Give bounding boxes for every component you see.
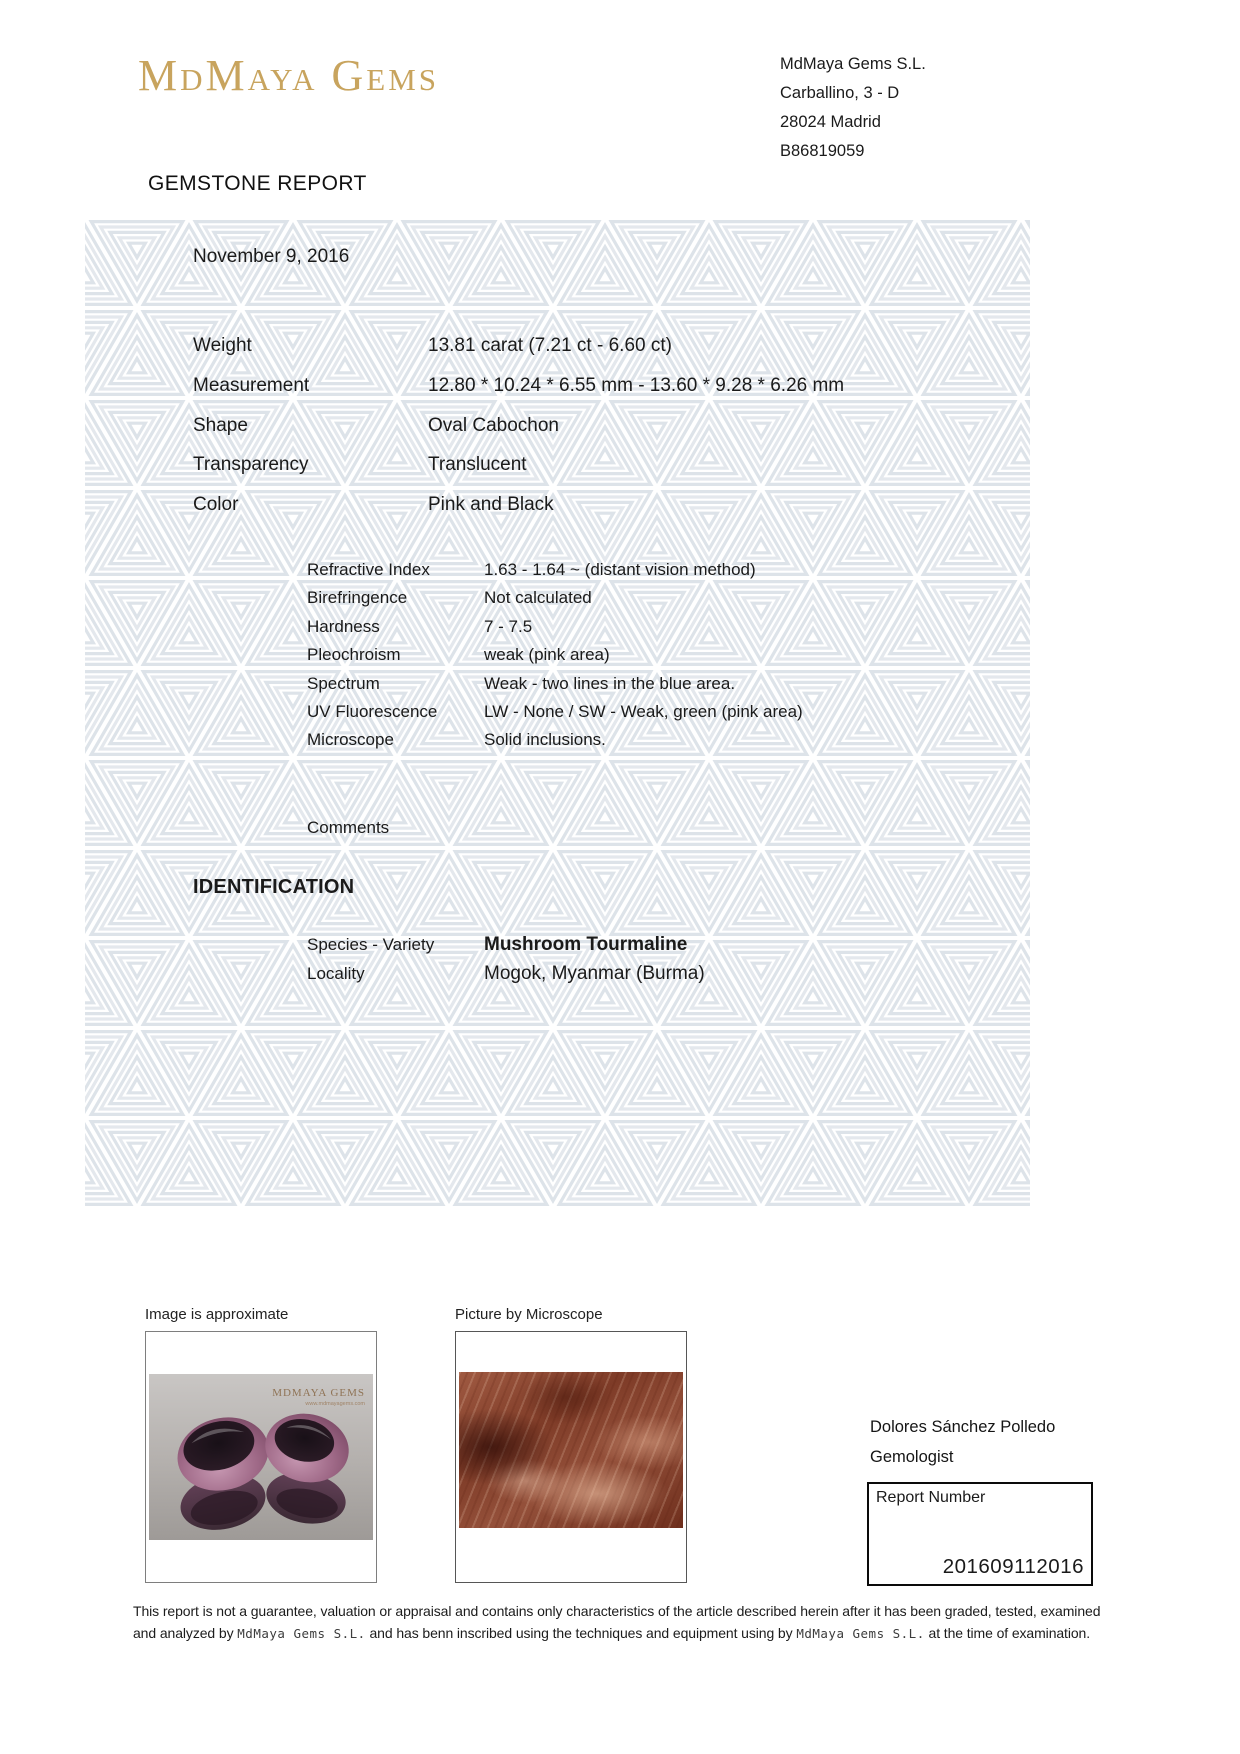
property-value: 12.80 * 10.24 * 6.55 mm - 13.60 * 9.28 * 6.26 mm	[428, 374, 845, 396]
detail-label: UV Fluorescence	[307, 701, 438, 721]
disclaimer-part: This report is not a guarantee, valuation or appraisal and contains only characteristics of the article described herein after it has been graded, tested, examined and analyzed by	[133, 1603, 1101, 1641]
gem-photo	[149, 1374, 373, 1540]
identification-table	[307, 930, 1007, 988]
disclaimer-part: and has benn inscribed using the techniques and equipment using by	[365, 1624, 797, 1641]
gem-photo-caption: Image is approximate	[145, 1306, 289, 1323]
identification-label: Species - Variety	[307, 935, 435, 954]
photo-watermark-url: www.mdmayagems.com	[305, 1401, 365, 1407]
gemologist-role: Gemologist	[870, 1448, 954, 1466]
property-value: Translucent	[428, 454, 527, 476]
detail-value: 7 - 7.5	[484, 616, 533, 636]
brand-logo: MdMaya Gems	[138, 51, 440, 100]
table-row	[307, 556, 1007, 584]
disclaimer-text	[133, 1601, 1121, 1644]
photo-watermark-title: MDMAYA GEMS	[272, 1387, 365, 1399]
species-variety-value: Mushroom Tourmaline	[484, 934, 688, 955]
detail-label: Birefringence	[307, 588, 408, 608]
property-label: Weight	[193, 335, 252, 356]
detail-value: Solid inclusions.	[484, 730, 606, 750]
disclaimer-company-mono: MdMaya Gems S.L.	[237, 1625, 366, 1641]
identification-heading: IDENTIFICATION	[193, 876, 355, 898]
disclaimer-company-mono: MdMaya Gems S.L.	[796, 1625, 925, 1641]
table-row	[307, 959, 1007, 988]
table-row	[307, 698, 1007, 726]
property-label: Measurement	[193, 374, 310, 396]
report-date: November 9, 2016	[193, 246, 350, 267]
table-row	[307, 613, 1007, 641]
disclaimer-part: at the time of examination.	[924, 1624, 1091, 1641]
gemologist-name: Dolores Sánchez Polledo	[870, 1418, 1056, 1436]
property-value: Oval Cabochon	[428, 414, 559, 436]
microscope-photo	[459, 1372, 683, 1528]
report-body-panel	[85, 218, 1030, 1206]
table-row	[193, 406, 1013, 446]
report-number-value: 201609112016	[942, 1555, 1084, 1578]
table-row	[307, 584, 1007, 612]
detail-value: Not calculated	[484, 588, 592, 608]
company-name: MdMaya Gems S.L.	[780, 55, 926, 73]
locality-value: Mogok, Myanmar (Burma)	[484, 963, 705, 984]
comments-label: Comments	[307, 818, 390, 837]
table-row	[307, 670, 1007, 698]
report-number-label: Report Number	[876, 1489, 986, 1506]
property-value: 13.81 carat (7.21 ct - 6.60 ct)	[428, 335, 672, 356]
company-address-block	[780, 50, 926, 166]
detail-label: Spectrum	[307, 673, 380, 693]
identification-label: Locality	[307, 964, 365, 983]
detail-label: Microscope	[307, 730, 394, 750]
property-label: Shape	[193, 414, 248, 436]
detail-value: 1.63 - 1.64 ~ (distant vision method)	[484, 560, 756, 579]
table-row	[193, 366, 1013, 406]
table-row	[193, 485, 1013, 525]
detail-value: LW - None / SW - Weak, green (pink area)	[484, 701, 803, 721]
detail-label: Hardness	[307, 616, 380, 636]
detail-value: weak (pink area)	[484, 645, 610, 665]
page-title: GEMSTONE REPORT	[148, 172, 367, 195]
table-row	[307, 726, 1007, 754]
table-row	[307, 930, 1007, 959]
company-street: Carballino, 3 - D	[780, 84, 900, 102]
property-value: Pink and Black	[428, 494, 554, 516]
gem-photo-frame	[145, 1331, 377, 1583]
table-row	[193, 326, 1013, 366]
report-number-box	[867, 1482, 1093, 1586]
main-properties-table	[193, 326, 1013, 525]
signature-block	[870, 1412, 1055, 1472]
property-label: Transparency	[193, 454, 309, 476]
company-city: 28024 Madrid	[780, 113, 881, 131]
detail-label: Pleochroism	[307, 645, 401, 665]
table-row	[307, 641, 1007, 669]
microscope-photo-frame	[455, 1331, 687, 1583]
table-row	[193, 445, 1013, 485]
microscope-photo-caption: Picture by Microscope	[455, 1306, 603, 1323]
company-registration: B86819059	[780, 142, 865, 160]
gemological-details-table	[307, 556, 1007, 755]
property-label: Color	[193, 494, 239, 516]
detail-label: Refractive Index	[307, 560, 430, 579]
detail-value: Weak - two lines in the blue area.	[484, 673, 736, 693]
